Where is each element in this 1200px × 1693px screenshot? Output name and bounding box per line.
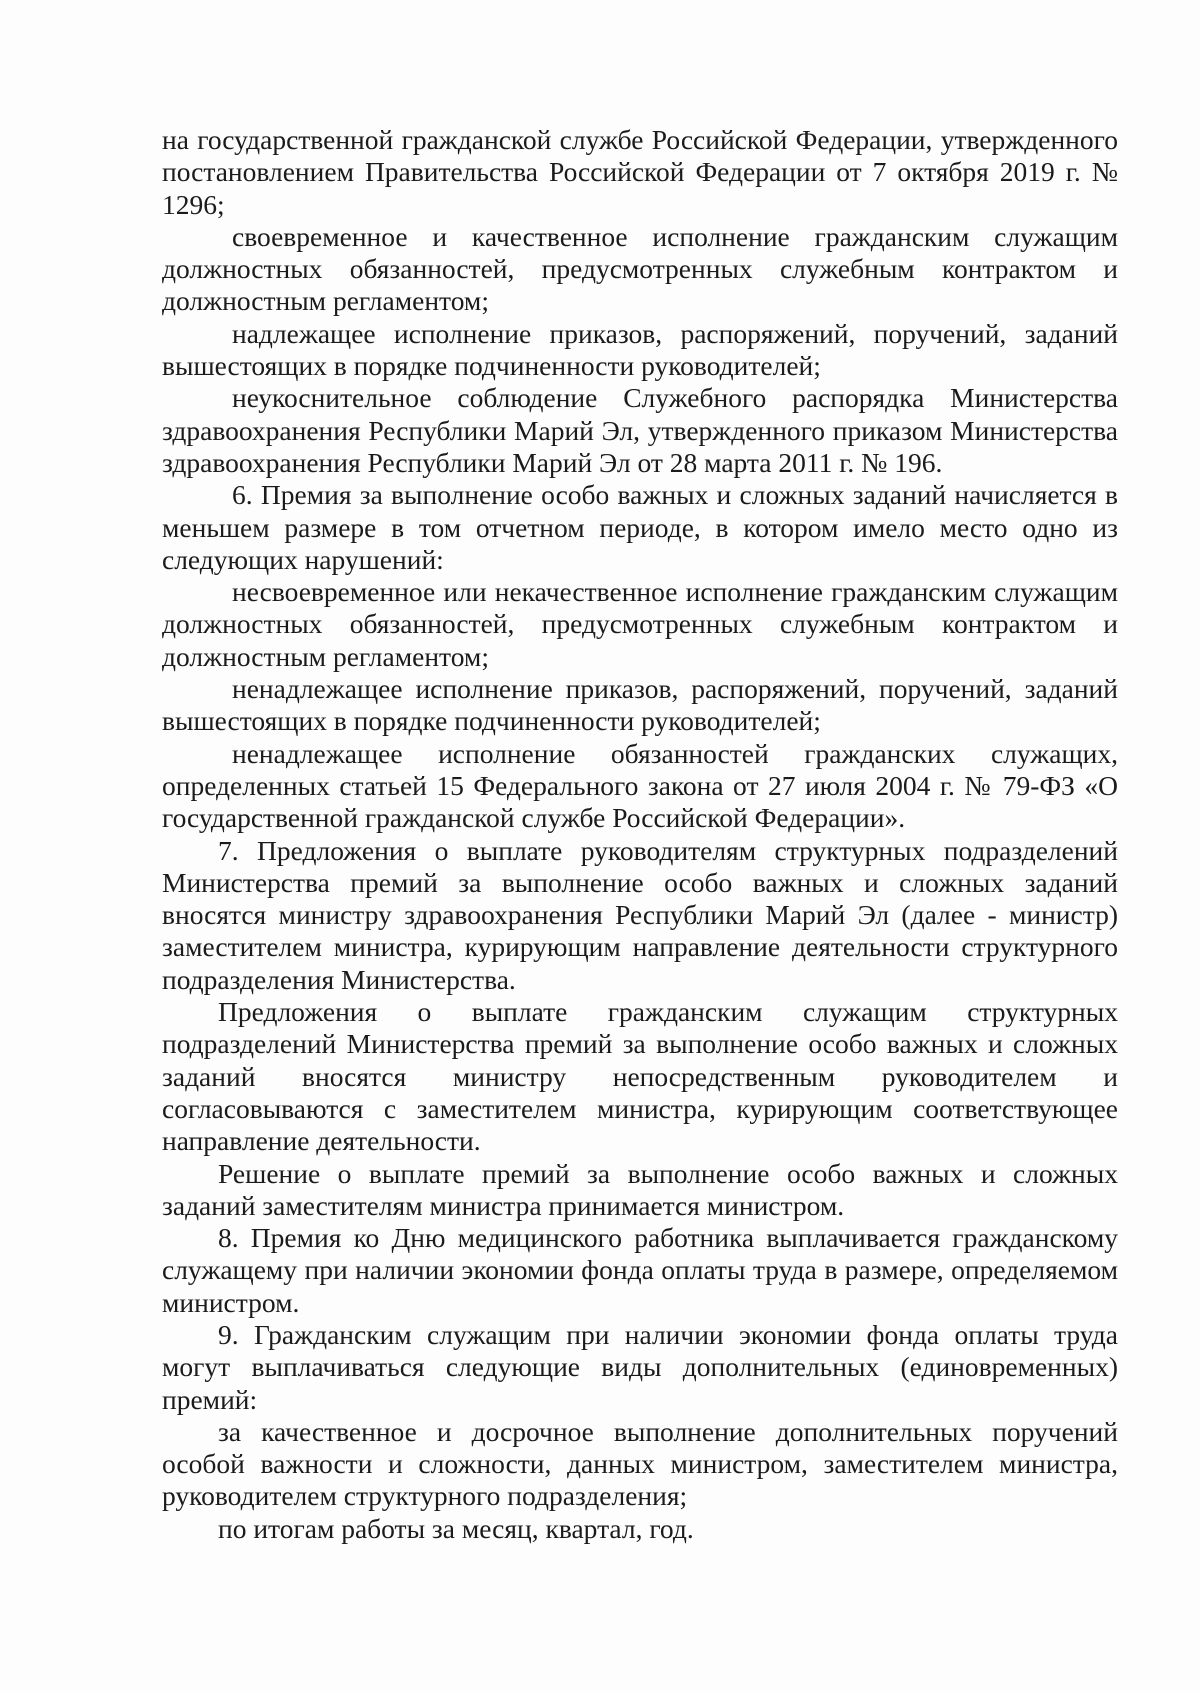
paragraph-service-schedule: неукоснительное соблюдение Служебного распорядка Министерства здравоохранения Республики Марий Эл, утвержденного приказом Министерства здравоохранения Республики Марий Эл от 28 марта 2011 г. № 196. (162, 382, 1118, 478)
paragraph-additional-assignments: за качественное и досрочное выполнение дополнительных поручений особой важности и сложности, данных министром, заместителем министра, руководителем структурного подразделения; (162, 1415, 1118, 1512)
paragraph-decision-deputies: Решение о выплате премий за выполнение особо важных и сложных заданий заместителям министра принимается министром. (162, 1157, 1118, 1221)
paragraph-improper-duties: ненадлежащее исполнение обязанностей гражданских служащих, определенных статьей 15 Федерального закона от 27 июля 2004 г. № 79-ФЗ «О государственной гражданской службе Российской Федерации». (162, 737, 1118, 834)
paragraph-improper-execution-orders: ненадлежащее исполнение приказов, распоряжений, поручений, заданий вышестоящих в порядке подчиненности руководителей; (162, 673, 1118, 737)
paragraph-work-results: по итогам работы за месяц, квартал, год. (218, 1512, 694, 1544)
paragraph-continuation: на государственной гражданской службе Российской Федерации, утвержденного постановлением Правительства Российской Федерации от 7 октября 2019 г. № 1296; (162, 124, 1118, 220)
paragraph-untimely-execution: несвоевременное или некачественное исполнение гражданским служащим должностных обязанностей, предусмотренных служебным контрактом и должностным регламентом; (162, 576, 1118, 672)
paragraph-item-9: 9. Гражданским служащим при наличии экономии фонда оплаты труда могут выплачиваться следующие виды дополнительных (единовременных) премий: (162, 1318, 1118, 1415)
paragraph-proposals-civil-servants: Предложения о выплате гражданским служащим структурных подразделений Министерства премий за выполнение особо важных и сложных заданий вносятся министру непосредственным руководителем и согласовываются с заместителем министра, курирующим соответствующее направление деятельности. (162, 996, 1118, 1157)
paragraph-item-6: 6. Премия за выполнение особо важных и сложных заданий начисляется в меньшем размере в том отчетном периоде, в котором имело место одно из следующих нарушений: (162, 479, 1118, 575)
paragraph-proper-execution-orders: надлежащее исполнение приказов, распоряжений, поручений, заданий вышестоящих в порядке подчиненности руководителей; (162, 317, 1118, 382)
paragraph-timely-execution: своевременное и качественное исполнение гражданским служащим должностных обязанностей, предусмотренных служебным контрактом и должностным регламентом; (162, 220, 1118, 317)
paragraph-item-7: 7. Предложения о выплате руководителям структурных подразделений Министерства премий за выполнение особо важных и сложных заданий вносятся министру здравоохранения Республики Марий Эл (далее - министр) заместителем министра, курирующим направление деятельности структурного подразделения Министерства. (162, 834, 1118, 995)
paragraph-item-8: 8. Премия ко Дню медицинского работника выплачивается гражданскому служащему при наличии экономии фонда оплаты труда в размере, определяемом министром. (162, 1222, 1118, 1318)
document-body (162, 124, 1118, 1545)
